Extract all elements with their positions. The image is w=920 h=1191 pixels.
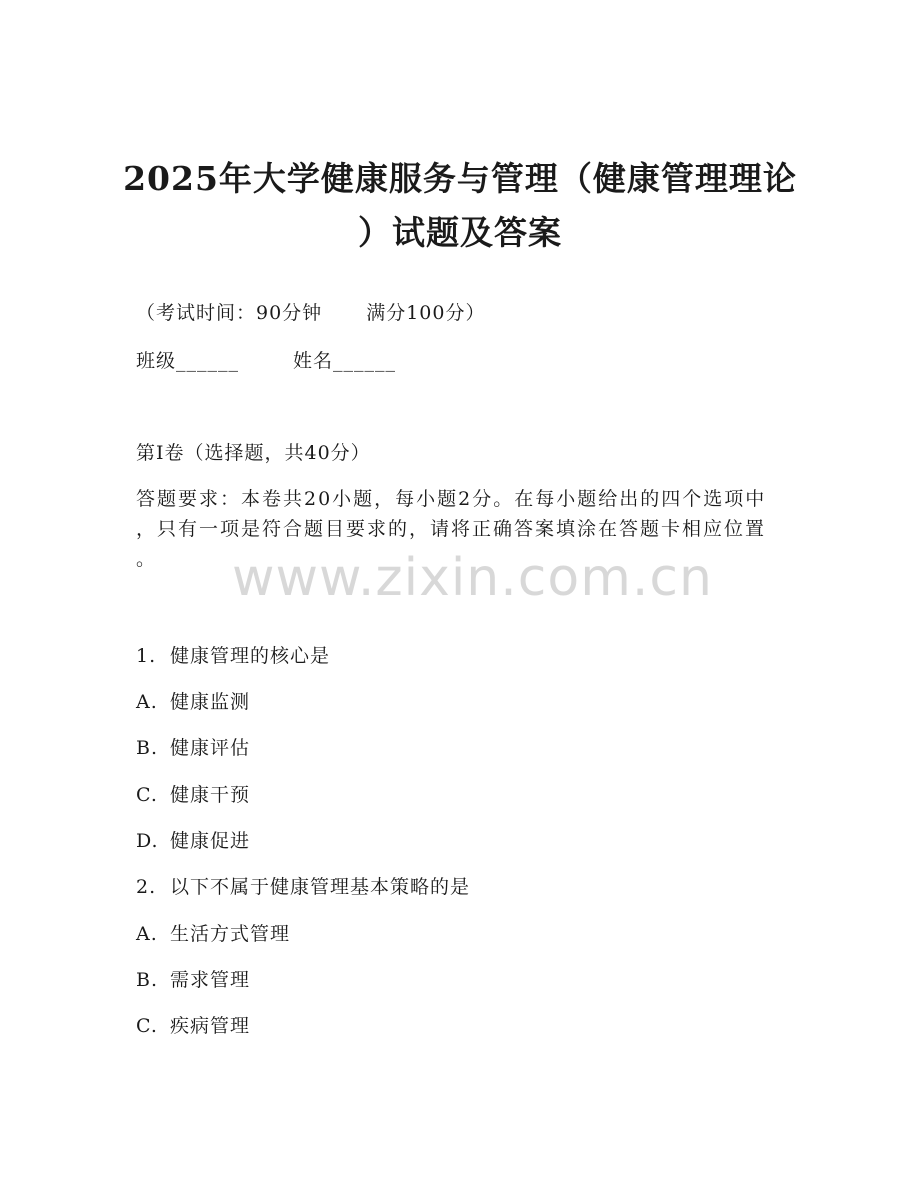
exam-score: 满分100分） — [366, 302, 486, 324]
option-text: 疾病管理 — [170, 1015, 251, 1037]
option-text: 健康监测 — [170, 691, 251, 713]
exam-time: （考试时间：90分钟 — [136, 302, 323, 324]
section-instructions — [136, 484, 786, 574]
option-text: 健康评估 — [170, 737, 251, 759]
class-field: 班级______ — [136, 350, 240, 372]
option-text: 生活方式管理 — [170, 923, 291, 945]
option-label: C. — [136, 784, 158, 806]
name-field: 姓名______ — [293, 350, 397, 372]
question-text: 以下不属于健康管理基本策略的是 — [170, 876, 471, 898]
option-item — [136, 827, 250, 855]
instruction-line: ，只有一项是符合题目要求的，请将正确答案填涂在答题卡相应位置 — [136, 518, 767, 540]
question-text: 健康管理的核心是 — [170, 645, 331, 667]
title-line-2: ）试题及答案 — [358, 213, 562, 252]
instruction-line: 。 — [136, 548, 158, 570]
option-item — [136, 688, 250, 716]
option-label: A. — [136, 923, 158, 945]
option-item — [136, 966, 250, 994]
option-text: 健康干预 — [170, 784, 251, 806]
title-line-1: 2025年大学健康服务与管理（健康管理理论 — [123, 159, 797, 198]
option-item — [136, 920, 290, 948]
exam-info — [136, 299, 485, 327]
option-label: D. — [136, 830, 159, 852]
option-item — [136, 1012, 250, 1040]
question-number: 2. — [136, 876, 157, 898]
option-text: 健康促进 — [170, 830, 251, 852]
option-item — [136, 734, 250, 762]
student-fields — [136, 347, 396, 375]
question-number: 1. — [136, 645, 157, 667]
option-label: A. — [136, 691, 158, 713]
document-title — [120, 152, 800, 260]
option-item — [136, 781, 250, 809]
watermark: www.zixin.com.cn — [232, 548, 713, 608]
option-label: B. — [136, 969, 159, 991]
option-text: 需求管理 — [170, 969, 251, 991]
question-stem — [136, 642, 330, 670]
question-stem — [136, 873, 470, 901]
option-label: C. — [136, 1015, 158, 1037]
instruction-line: 答题要求：本卷共20小题，每小题2分。在每小题给出的四个选项中 — [136, 488, 767, 510]
section-heading: 第I卷（选择题，共40分） — [136, 442, 371, 464]
option-label: B. — [136, 737, 159, 759]
